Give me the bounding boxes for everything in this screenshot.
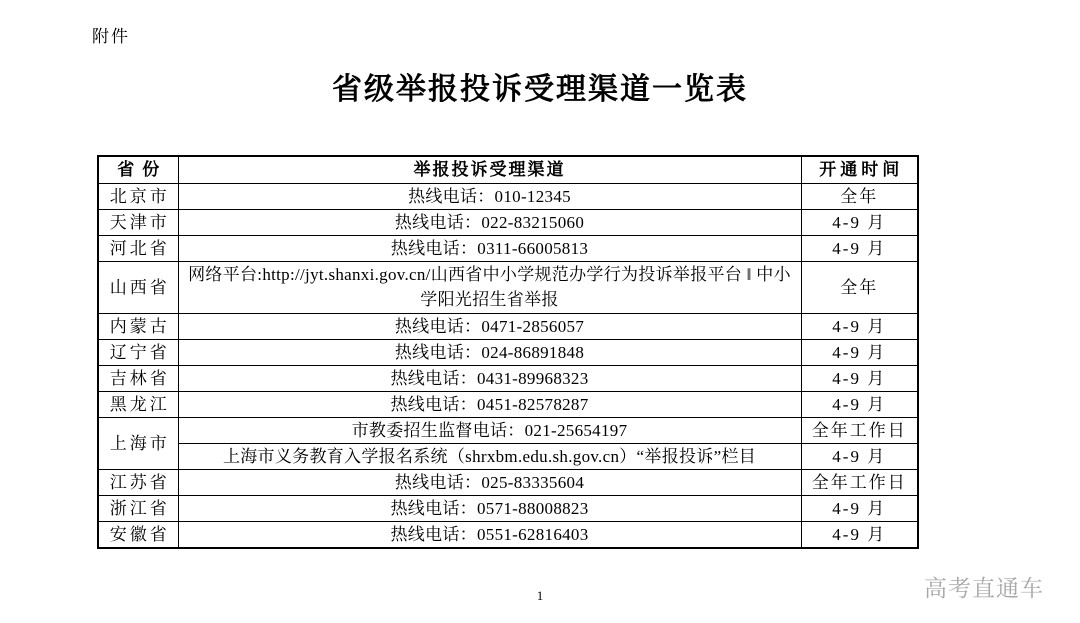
province-cell: 河北省	[98, 235, 178, 261]
province-cell: 江苏省	[98, 469, 178, 495]
province-cell: 辽宁省	[98, 339, 178, 365]
province-cell: 黑龙江	[98, 391, 178, 417]
channel-cell: 热线电话：0471-2856057	[178, 313, 801, 339]
header-province: 省份	[98, 156, 178, 183]
time-cell: 4-9 月	[801, 495, 918, 521]
table-row	[98, 261, 918, 313]
time-cell: 4-9 月	[801, 391, 918, 417]
channel-cell: 热线电话：0431-89968323	[178, 365, 801, 391]
time-cell: 全年	[801, 261, 918, 313]
province-cell: 安徽省	[98, 521, 178, 548]
channel-cell: 热线电话：024-86891848	[178, 339, 801, 365]
watermark-text: 高考直通车	[924, 575, 1044, 601]
province-cell: 内蒙古	[98, 313, 178, 339]
table-row	[98, 495, 918, 521]
table-row	[98, 235, 918, 261]
channel-cell: 热线电话：0571-88008823	[178, 495, 801, 521]
province-cell: 天津市	[98, 209, 178, 235]
time-cell: 全年工作日	[801, 469, 918, 495]
channel-cell: 热线电话：0551-62816403	[178, 521, 801, 548]
time-cell: 4-9 月	[801, 235, 918, 261]
time-cell: 4-9 月	[801, 339, 918, 365]
channel-cell: 市教委招生监督电话：021-25654197	[178, 417, 801, 443]
time-cell: 4-9 月	[801, 521, 918, 548]
province-cell: 浙江省	[98, 495, 178, 521]
channel-cell: 热线电话：0311-66005813	[178, 235, 801, 261]
channel-cell: 上海市义务教育入学报名系统（shrxbm.edu.sh.gov.cn）“举报投诉”栏目	[178, 443, 801, 469]
time-cell: 4-9 月	[801, 209, 918, 235]
table-row	[98, 469, 918, 495]
table-row	[98, 391, 918, 417]
province-cell: 北京市	[98, 183, 178, 209]
table-row	[98, 313, 918, 339]
time-cell: 4-9 月	[801, 313, 918, 339]
header-time: 开通时间	[801, 156, 918, 183]
channel-cell: 热线电话：0451-82578287	[178, 391, 801, 417]
header-channel: 举报投诉受理渠道	[178, 156, 801, 183]
table-row	[98, 443, 918, 469]
table-row	[98, 183, 918, 209]
channel-cell: 热线电话：022-83215060	[178, 209, 801, 235]
channel-cell: 热线电话：010-12345	[178, 183, 801, 209]
attachment-label: 附件	[92, 27, 130, 46]
page-title: 省级举报投诉受理渠道一览表	[332, 73, 748, 106]
time-cell: 4-9 月	[801, 443, 918, 469]
table-row	[98, 209, 918, 235]
table-row	[98, 521, 918, 548]
time-cell: 全年	[801, 183, 918, 209]
channel-cell: 热线电话：025-83335604	[178, 469, 801, 495]
table-row	[98, 339, 918, 365]
table-header-row	[98, 156, 918, 183]
time-cell: 全年工作日	[801, 417, 918, 443]
page-number: 1	[536, 588, 544, 603]
province-cell: 吉林省	[98, 365, 178, 391]
province-cell: 上海市	[98, 417, 178, 469]
time-cell: 4-9 月	[801, 365, 918, 391]
table-row	[98, 417, 918, 443]
table-row	[98, 365, 918, 391]
channels-table	[97, 155, 919, 549]
channel-cell: 网络平台:http://jyt.shanxi.gov.cn/山西省中小学规范办学行为投诉举报平台 ‖ 中小学阳光招生省举报	[178, 261, 801, 313]
province-cell: 山西省	[98, 261, 178, 313]
